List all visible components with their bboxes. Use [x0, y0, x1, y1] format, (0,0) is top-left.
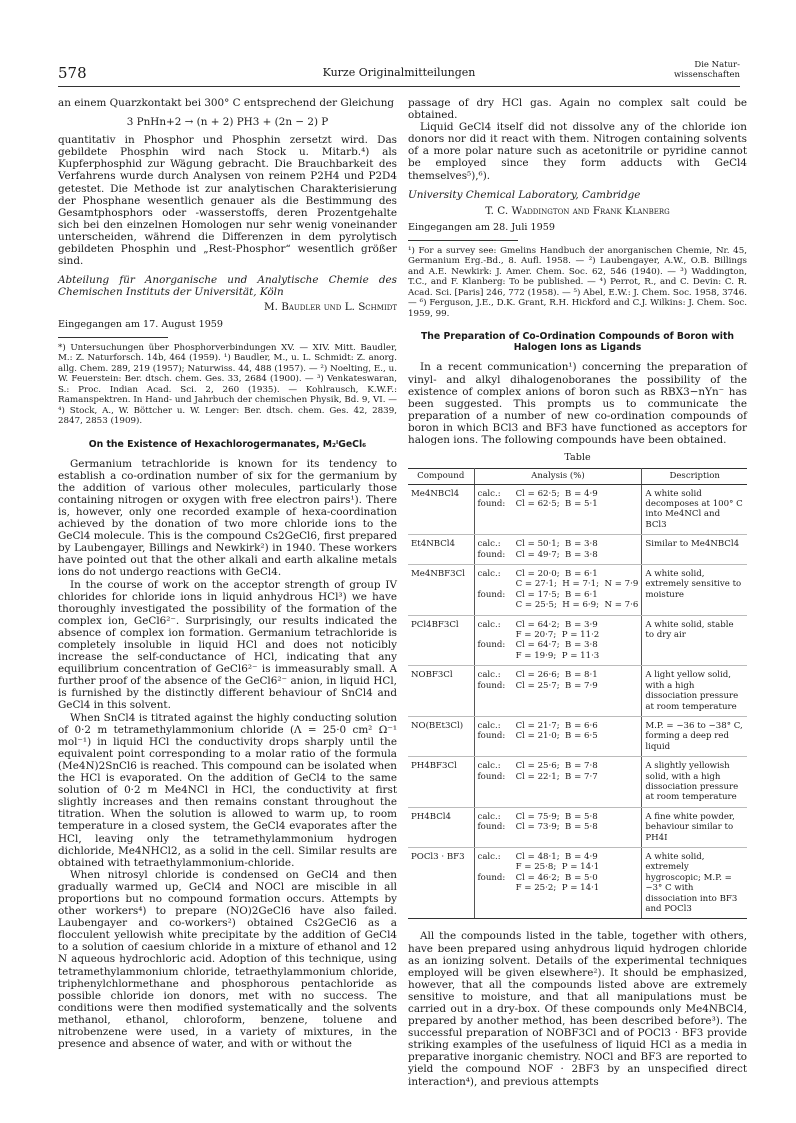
- table-row: [408, 757, 747, 808]
- cell-analysis: Cl = 26·6; B = 8·1 Cl = 25·7; B = 7·9: [513, 666, 642, 717]
- cell-analysis: Cl = 48·1; B = 4·9 F = 25·8; P = 14·1 Cl = 46·2; B = 5·0 F = 25·2; P = 14·1: [513, 847, 642, 918]
- footnote-rule: [58, 337, 168, 338]
- table-row: [408, 716, 747, 756]
- paragraph: an einem Quarzkontakt bei 300° C entsprechend der Gleichung: [58, 97, 395, 109]
- cell-compound: PH4BF3Cl: [408, 757, 474, 808]
- cell-analysis: Cl = 62·5; B = 4·9 Cl = 62·5; B = 5·1: [513, 484, 642, 535]
- header-rule: [58, 86, 740, 87]
- cell-compound: Et4NBCl4: [408, 535, 474, 565]
- paragraph: passage of dry HCl gas. Again no complex salt could be obtained.: [408, 97, 747, 122]
- footnote-rule: [408, 240, 518, 241]
- section-heading: On the Existence of Hexachlorogermanates, M₂ᴵGeCl₆: [88, 438, 367, 450]
- authors: T. C. Waddington and Frank Klanberg: [485, 204, 670, 217]
- right-column: [408, 97, 747, 1088]
- cell-label: calc.: found:: [474, 847, 513, 918]
- table-row: [408, 847, 747, 918]
- paragraph: When nitrosyl chloride is condensed on GeCl4 and then gradually warmed up, GeCl4 and NOCl are miscible in all proportions but no compound formation occurs. Attempts by other workers⁴) to prepare (NO)2GeCl6 have also failed. Laubengayer and co-workers²) obtained Cs2GeCl6 as a flocculent yellowish white precipitate by the addition of GeCl4 to a solution of caesium chloride in a mixture of ethanol and 12 N aqueous hydrochloric acid. Adoption of this technique, using tetramethylammonium chloride, tetraethylammonium chloride, triphenylchlormethane and phosphorous pentachloride as possible chloride ion donors, met with no success. The conditions were then modified systematically and the solvents methanol, ethanol, chloroform, benzene, toluene and nitrobenzene were used, in a variety of mixtures, in the presence and absence of water, and with or without the: [58, 868, 397, 1051]
- cell-compound: NO(BEt3Cl): [408, 716, 474, 756]
- paragraph: quantitativ in Phosphor und Phosphin zersetzt wird. Das gebildete Phosphin wird nach Stock u. Mitarb.⁴) als Kupferphosphid zur Wägung gebracht. Die Brauchbarkeit des Verfahrens wurde durch Analysen von reinem P2H4 und P2D4 getestet. Die Methode ist zur analytischen Charakterisierung der Phosphane wesentlich genauer als die Bestimmung des Gesamtphosphors oder -wasserstoffs, deren Prozentgehalte sich bei den einzelnen Homologen nur sehr wenig voneinander unterscheiden, während die Differenzen in dem pyrolytisch gebildeten Phosphin und „Rest-Phosphor“ wesentlich größer sind.: [58, 134, 397, 268]
- column-header: Compound: [408, 469, 474, 484]
- paragraph: In a recent communication¹) concerning the preparation of vinyl- and alkyl dihalogenoboranes the possibility of the existence of complex anions of boron such as RBX3−nYn⁻ has been suggested. This prompts us to communicate the preparation of a number of new co-ordination compounds of boron in which BCl3 and BF3 have functioned as acceptors for halogen ions. The following compounds have been obtained.: [408, 361, 747, 446]
- journal-name-line1: Die Natur-: [694, 60, 740, 70]
- cell-label: calc.: found:: [474, 565, 513, 616]
- cell-label: calc.: found:: [474, 807, 513, 847]
- authors: M. Baudler und L. Schmidt: [263, 301, 397, 314]
- cell-compound: NOBF3Cl: [408, 666, 474, 717]
- table-row: [408, 565, 747, 616]
- paragraph: Liquid GeCl4 itself did not dissolve any of the chloride ion donors nor did it react with them. Nitrogen containing solvents of a more polar nature such as acetonitrile or pyridine cannot be employed since they form adducts with GeCl4 themselves⁵),⁶).: [408, 121, 747, 182]
- section-heading: The Preparation of Co-Ordination Compounds of Boron with Halogen Ions as Ligands: [420, 331, 735, 354]
- paragraph: Germanium tetrachloride is known for its tendency to establish a co-ordination number of six for the germanium by the addition of various other molecules, particularly those containing nitrogen or oxygen with free electron pairs¹). There is, however, only one recorded example of hexa-coordination achieved by the donation of two more chloride ions to the GeCl4 molecule. This is the compound Cs2GeCl6, first prepared by Laubengayer, Billings and Newkirk²) in 1940. These workers have pointed out that the other alkali and earth alkaline metals ions do not undergo reactions with GeCl4.: [58, 457, 397, 579]
- cell-description: A white solid, stable to dry air: [642, 615, 747, 666]
- running-header: [58, 60, 740, 86]
- cell-label: calc.: found:: [474, 666, 513, 717]
- paragraph: When SnCl4 is titrated against the highly conducting solution of 0·2 m tetramethylammonium chloride (Λ = 25·0 cm² Ω⁻¹ mol⁻¹) in liquid HCl the conductivity drops sharply until the equivalent point corresponding to a molar ratio of the formula (Me4N)2SnCl6 is reached. This compound can be isolated when the HCl is evaporated. On the addition of GeCl4 to the same solution of 0·2 m Me4NCl in HCl, the conductivity at first slightly increases and then remains constant throughout the titration. When the solution is allowed to warm up, to room temperature in a closed system, the GeCl4 evaporates after the HCl, leaving only the tetramethylammonium hydrogen dichloride, Me4NHCl2, as a solid in the cell. Similar results are obtained with tetraethylammonium-chloride.: [58, 711, 397, 869]
- cell-description: M.P. = −36 to −38° C, forming a deep red liquid: [642, 716, 747, 756]
- cell-description: A light yellow solid, with a high dissociation pressure at room temperature: [642, 666, 747, 717]
- cell-description: A slightly yellowish solid, with a high dissociation pressure at room temperature: [642, 757, 747, 808]
- cell-analysis: Cl = 25·6; B = 7·8 Cl = 22·1; B = 7·7: [513, 757, 642, 808]
- affiliation: Abteilung für Anorganische und Analytische Chemie des Chemischen Instituts der Universität, Köln: [58, 274, 397, 299]
- cell-compound: POCl3 · BF3: [408, 847, 474, 918]
- table-row: [408, 807, 747, 847]
- cell-label: calc.: found:: [474, 716, 513, 756]
- cell-compound: Me4NBF3Cl: [408, 565, 474, 616]
- cell-description: A white solid, extremely sensitive to moisture: [642, 565, 747, 616]
- received-date: Eingegangen am 28. Juli 1959: [408, 221, 555, 233]
- paragraph: In the course of work on the acceptor strength of group IV chlorides for chloride ions in liquid anhydrous HCl³) we have thoroughly investigated the possibility of the formation of the complex ion, GeCl6²⁻. Surprisingly, our results indicated the absence of complex ion formation. Germanium tetrachloride is completely insoluble in liquid HCl and does not noticibly increase the self-conductance of HCl, indicating that any equilibrium concentration of GeCl6²⁻ is immeasurably small. A further proof of the absence of the GeCl6²⁻ anion, in liquid HCl, is furnished by the distinctly different behaviour of SnCl4 and GeCl4 in this solvent.: [58, 578, 397, 712]
- cell-description: Similar to Me4NBCl4: [642, 535, 747, 565]
- cell-description: A fine white powder, behaviour similar to PH4I: [642, 807, 747, 847]
- journal-name: [674, 60, 740, 80]
- cell-label: calc.: found:: [474, 535, 513, 565]
- cell-label: calc.: found:: [474, 757, 513, 808]
- running-title: Kurze Originalmitteilungen: [322, 66, 476, 79]
- cell-compound: PCl4BF3Cl: [408, 615, 474, 666]
- table-row: [408, 615, 747, 666]
- affiliation: University Chemical Laboratory, Cambridge: [408, 188, 641, 201]
- table-caption: Table: [564, 452, 591, 464]
- journal-name-line2: wissenschaften: [674, 70, 740, 80]
- cell-label: calc.: found:: [474, 484, 513, 535]
- table-row: [408, 484, 747, 535]
- cell-analysis: Cl = 50·1; B = 3·8 Cl = 49·7; B = 3·8: [513, 535, 642, 565]
- cell-description: A white solid decomposes at 100° C into Me4NCl and BCl3: [642, 484, 747, 535]
- cell-compound: Me4NBCl4: [408, 484, 474, 535]
- left-column: [58, 97, 397, 1050]
- table-body: [408, 484, 747, 919]
- data-table: [408, 468, 747, 919]
- cell-analysis: Cl = 20·0; B = 6·1 C = 27·1; H = 7·1; N = 7·9 Cl = 17·5; B = 6·1 C = 25·5; H = 6·9; N = 7·6: [513, 565, 642, 616]
- equation: 3 PnHn+2 → (n + 2) PH3 + (2n − 2) P: [126, 116, 329, 129]
- cell-analysis: Cl = 75·9; B = 5·8 Cl = 73·9; B = 5·8: [513, 807, 642, 847]
- cell-analysis: Cl = 64·2; B = 3·9 F = 20·7; P = 11·2 Cl = 64·7; B = 3·8 F = 19·9; P = 11·3: [513, 615, 642, 666]
- cell-description: A white solid, extremely hygroscopic; M.P. = −3° C with dissociation into BF3 and POCl3: [642, 847, 747, 918]
- table-row: [408, 666, 747, 717]
- table-header-row: [408, 469, 747, 484]
- page-number: 578: [58, 64, 87, 82]
- column-header: Description: [642, 469, 747, 484]
- cell-compound: PH4BCl4: [408, 807, 474, 847]
- column-header: Analysis (%): [474, 469, 642, 484]
- paragraph: All the compounds listed in the table, together with others, have been prepared using anhydrous liquid hydrogen chloride as an ionizing solvent. Details of the experimental techniques employed will be given elsewhere²). It should be emphasized, however, that all the compounds listed above are extremely sensitive to moisture, and that all manipulations must be carried out in a dry-box. Of these compounds only Me4NBCl4, prepared by another method, has been described before³). The successful preparation of NOBF3Cl and of POCl3 · BF3 provide striking examples of the usefulness of liquid HCl as a media in preparative inorganic chemistry. NOCl and BF3 are reported to yield the compound NOF · 2BF3 by an unspecified direct interaction⁴), and previous attempts: [408, 930, 747, 1088]
- received-date: Eingegangen am 17. August 1959: [58, 318, 224, 330]
- cell-analysis: Cl = 21·7; B = 6·6 Cl = 21·0; B = 6·5: [513, 716, 642, 756]
- table-row: [408, 535, 747, 565]
- footnotes: ¹) For a survey see: Gmelins Handbuch der anorganischen Chemie, Nr. 45, Germanium Erg.-Bd., 8. Aufl. 1958. — ²) Laubengayer, A.W., O.B. Billings and A.E. Newkirk: J. Amer. Chem. Soc. 62, 546 (1940). — ³) Waddington, T.C., and F. Klanberg: To be published. — ⁴) Perrot, R., and C. Devin: C. R. Acad. Sci. [Paris] 246, 772 (1958). — ⁵) Abel, E.W.: J. Chem. Soc. 1958, 3746. — ⁶) Ferguson, J.E., D.K. Grant, R.H. Hickford and C.J. Wilkins: J. Chem. Soc. 1959, 99.: [408, 245, 747, 319]
- footnotes: *) Untersuchungen über Phosphorverbindungen XV. — XIV. Mitt. Baudler, M.: Z. Naturforsch. 14b, 464 (1959). ¹) Baudler, M., u. L. Schmidt: Z. anorg. allg. Chem. 289, 219 (1957); Naturwiss. 44, 488 (1957). — ²) Noelting, E., u. W. Feuerstein: Ber. dtsch. chem. Ges. 33, 2684 (1900). — ³) Venkateswaran, S.: Proc. Indian Acad. Sci. 2, 260 (1935). — Kohlrausch, K.W.F.: Ramanspektren. In Hand- und Jahrbuch der chemischen Physik, Bd. 9, VI. — ⁴) Stock, A., W. Böttcher u. W. Lenger: Ber. dtsch. chem. Ges. 42, 2839, 2847, 2853 (1909).: [58, 342, 397, 427]
- cell-label: calc.: found:: [474, 615, 513, 666]
